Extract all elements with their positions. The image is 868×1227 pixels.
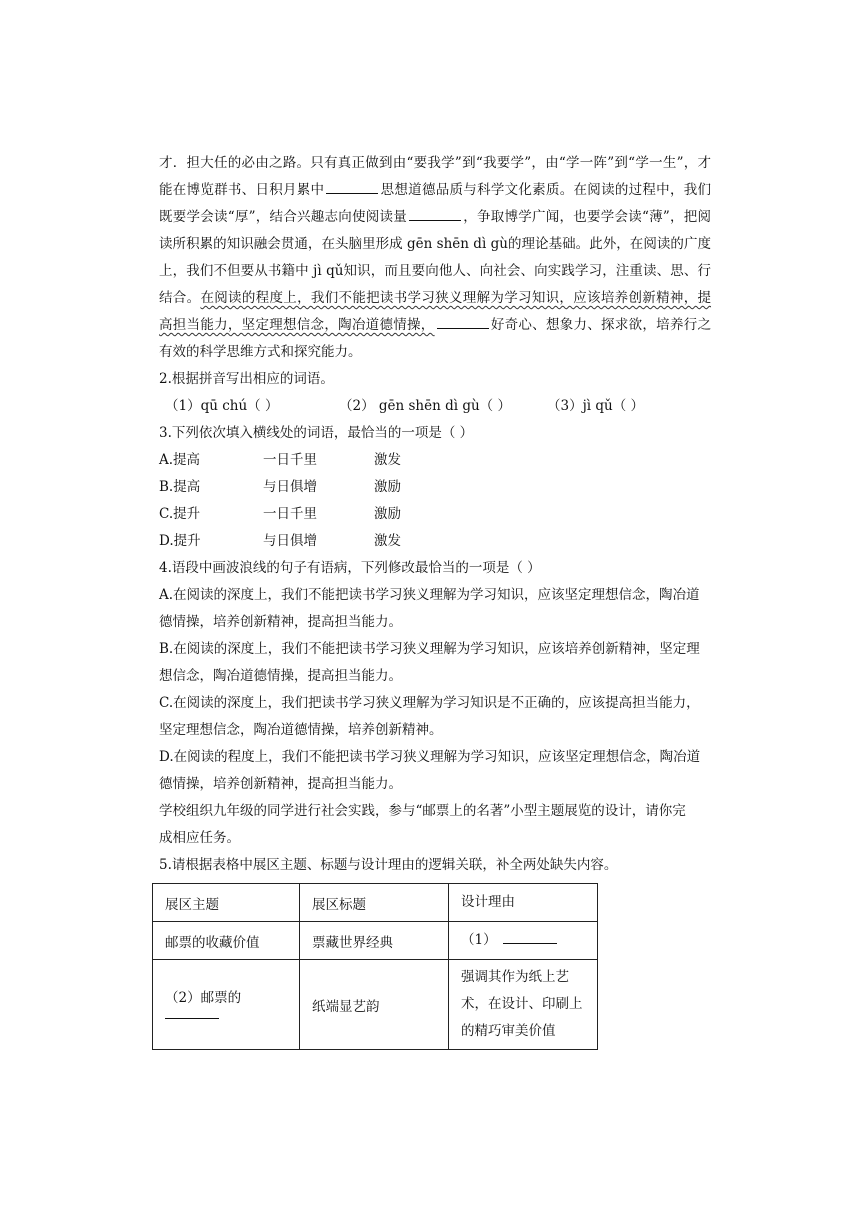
q3-option-c[interactable]	[159, 501, 711, 528]
q3-option-d[interactable]	[159, 528, 711, 555]
passage-text-3: ，争取博学广闻，也要学会读“薄”，把阅读所积累的知识融会贯通，在头脑里形成 gēn shēn dì gù的理论基础。此外，在阅读的广度上，我们不但要从书籍中 jì qǔ知识，而且要向他人、向社会、向实践学习，注重读、思、行结合。	[159, 209, 711, 306]
q4-option-d-line-1[interactable]: D.在阅读的程度上，我们不能把读书学习狭义理解为学习知识，应该坚定理想信念，陶冶道	[159, 749, 701, 765]
header-theme: 展区主题	[153, 884, 300, 922]
q2-items	[159, 393, 711, 420]
q3-option-b[interactable]	[159, 474, 711, 501]
q4-option-b-line-1[interactable]: B.在阅读的深度上，我们不能把读书学习狭义理解为学习知识，应该培养创新精神，坚定理	[159, 641, 700, 657]
passage-text-1: 才．担大任的必由之路。只有真正做到由“要我学”到“我要学”，由“学一阵”到“学一生”，才能在博览群书、日积月累中	[159, 155, 711, 198]
table-header-row	[153, 884, 598, 922]
row1-title: 票藏世界经典	[300, 922, 449, 960]
row2-title: 纸端显艺韵	[300, 960, 449, 1050]
passage-text-4: 好奇心、想象力、探求欲，培养行之有效的科学思维方式和探究能力。	[159, 317, 712, 360]
q4-option-b-line-2[interactable]: 想信念，陶冶道德情操，提高担当能力。	[159, 668, 402, 684]
q4-option-c-line-1[interactable]: C.在阅读的深度上，我们把读书学习狭义理解为学习知识是不正确的，应该提高担当能力，	[159, 695, 700, 711]
task-intro-line-1: 学校组织九年级的同学进行社会实践，参与“邮票上的名著”小型主题展览的设计，请你完	[159, 803, 686, 819]
q4-option-a-line-1[interactable]: A.在阅读的深度上，我们不能把读书学习狭义理解为学习知识，应该坚定理想信念，陶冶道	[159, 587, 700, 603]
q3-c-word-2: 一日千里	[263, 506, 317, 522]
q3-d-word-1: D.提升	[159, 533, 201, 549]
row2-theme-cell[interactable]	[153, 960, 300, 1050]
q3-a-word-3: 激发	[374, 452, 401, 468]
wavy-underlined-sentence: 在阅读的程度上，我们不能把读书学习狭义理解为学习知识，应该培养创新精神，提高担当能力，坚定理想信念，陶冶道德情操，	[159, 290, 712, 333]
document-content	[159, 150, 711, 879]
answer-blank-3[interactable]	[437, 314, 489, 329]
q3-d-word-2: 与日俱增	[263, 533, 317, 549]
q3-a-word-1: A.提高	[159, 452, 201, 468]
q4-option-c-line-2[interactable]: 坚定理想信念，陶冶道德情操，培养创新精神。	[159, 722, 443, 738]
row1-theme: 邮票的收藏价值	[153, 922, 300, 960]
table-answer-blank-1[interactable]	[503, 931, 557, 944]
answer-blank-2[interactable]	[409, 206, 461, 221]
row1-reason-label: （1）	[461, 932, 497, 948]
q3-b-word-2: 与日俱增	[263, 479, 317, 495]
q3-a-word-2: 一日千里	[263, 452, 317, 468]
q3-option-a[interactable]	[159, 447, 711, 474]
q3-c-word-3: 激励	[374, 506, 401, 522]
q5-stem: 5.请根据表格中展区主题、标题与设计理由的逻辑关联，补全两处缺失内容。	[159, 857, 618, 873]
q2-stem: 2.根据拼音写出相应的词语。	[159, 371, 334, 387]
q2-item-3[interactable]: （3）jì qǔ（ ）	[547, 398, 645, 414]
q3-stem: 3.下列依次填入横线处的词语，最恰当的一项是（ ）	[159, 425, 474, 441]
table-row	[153, 960, 598, 1050]
q4-option-a-line-2[interactable]: 德情操，培养创新精神，提高担当能力。	[159, 614, 402, 630]
task-intro-line-2: 成相应任务。	[159, 830, 240, 846]
q2-item-2[interactable]: （2） gēn shēn dì gù（ ）	[339, 398, 511, 414]
q4-option-d-line-2[interactable]: 德情操，培养创新精神，提高担当能力。	[159, 776, 402, 792]
q4-stem: 4.语段中画波浪线的句子有语病，下列修改最恰当的一项是（ ）	[159, 560, 541, 576]
row2-reason: 强调其作为纸上艺术，在设计、印刷上的精巧审美价值	[449, 960, 598, 1050]
q3-c-word-1: C.提升	[159, 506, 201, 522]
q3-b-word-1: B.提高	[159, 479, 201, 495]
table-row	[153, 922, 598, 960]
answer-blank-1[interactable]	[326, 179, 378, 194]
q3-b-word-3: 激励	[374, 479, 401, 495]
passage-text-2: 思想道德品质与科学文化素质。在阅读的过程中，我们既要学会读“厚”，结合兴趣志向使阅读量	[159, 182, 712, 225]
reading-passage	[159, 150, 711, 366]
q3-d-word-3: 激发	[374, 533, 401, 549]
row2-theme-label: （2）邮票的	[165, 990, 242, 1006]
row1-reason-cell[interactable]	[449, 922, 598, 960]
q2-item-1[interactable]: （1）qū chú（ ）	[165, 398, 279, 414]
header-reason: 设计理由	[449, 884, 598, 922]
table-answer-blank-2[interactable]	[165, 1006, 219, 1019]
exhibit-table	[152, 883, 598, 1050]
header-title: 展区标题	[300, 884, 449, 922]
